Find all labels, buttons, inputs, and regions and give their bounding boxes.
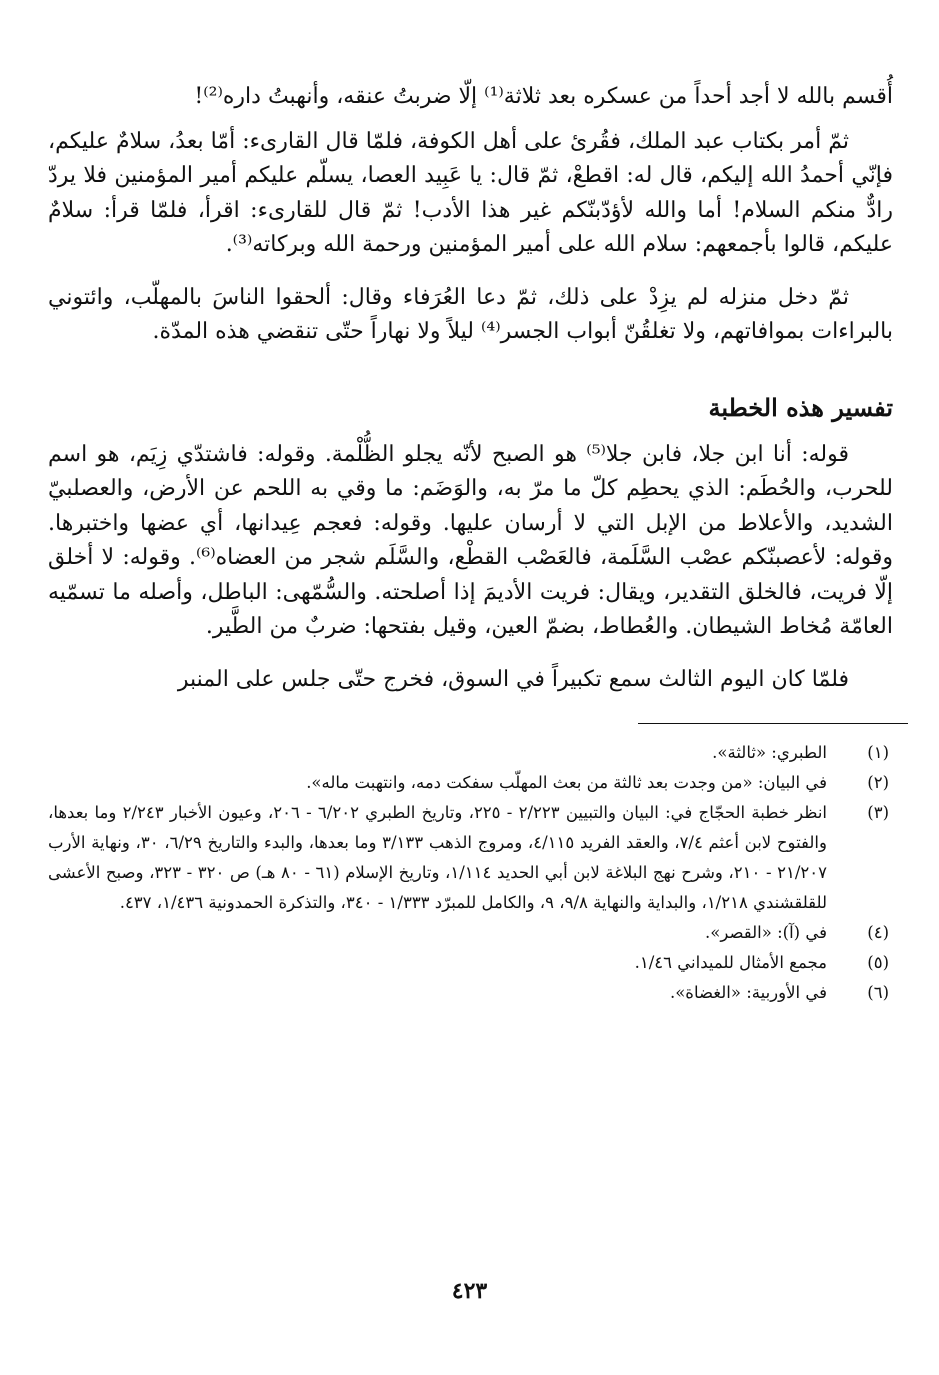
footnote-text: في البيان: «من وجدت بعد ثالثة من بعث المهلّب سفكت دمه، وانتهبت ماله». [306, 773, 827, 792]
footnote-number: (٥) [867, 953, 889, 972]
section-heading: تفسير هذه الخطبة [708, 392, 893, 422]
footnote-text: الطبري: «ثالثة». [712, 743, 827, 762]
footnote-number: (٤) [867, 923, 889, 942]
page-number: ٤٢٣ [451, 1278, 488, 1304]
footnote-item [48, 738, 893, 768]
footnote-number: (٢) [867, 773, 889, 792]
footnote-number: (٣) [867, 803, 889, 822]
footnote-text: في الأوربية: «الغضاة». [669, 983, 827, 1002]
footnote-number: (١) [867, 743, 889, 762]
footnote-text: انظر خطبة الحجّاج في: البيان والتبيين ٢/٢٢٣ - ٢٢٥، وتاريخ الطبري ٦/٢٠٢ - ٢٠٦، وعيون الأخبار ٢/٢٤٣ وما بعدها، والفتوح لابن أعثم ٧/٤، والعقد الفريد ٤/١١٥، ومروج الذهب ٣/١٣٣ وما بعدها، والبدء والتاريخ ٦/٢٩، ٣٠، ونهاية الأرب ٢١/٢٠٧ - ٢١٠، وشرح نهج البلاغة لابن أبي الحديد ١/١١٤، وتاريخ الإسلام (٦١ - ٨٠ هـ) ص ٣٢٠ - ٣٢٣، وصبح الأعشى للقلقشندي ١/٢١٨، والبداية والنهاية ٩/٨، ٩، والكامل للمبرّد ١/٣٣٣ - ٣٤٠، والتذكرة الحمدونية ١/٤٣٦، ٤٣٧. [48, 803, 827, 912]
paragraph-letter-reading: ثمّ أمر بكتاب عبد الملك، فقُرئ على أهل الكوفة، فلمّا قال القارىء: أمّا بعدُ، سلامٌ عليكم، فإنّي أحمدُ الله إليكم، قال له: اقطعْ، ثمّ قال: يا عَبِيد العصا، يسلّم عليكم أمير المؤمنين فلا يردّ رادٌّ منكم السلام! أما والله لأؤدّبنّكم غير هذا الأدب! ثمّ قال للقارىء: اقرأ، فلمّا قرأ: سلامٌ عليكم، قالوا بأجمعهم: سلام الله على أمير المؤمنين ورحمة الله وبركاته⁽³⁾. [48, 128, 893, 257]
footnote-item [48, 978, 893, 1008]
footnotes [48, 738, 893, 1008]
footnote-item [48, 918, 893, 948]
footnote-number: (٦) [867, 983, 889, 1002]
paragraph-arifs: ثمّ دخل منزله لم يزِدْ على ذلك، ثمّ دعا العُرَفاء وقال: ألحقوا الناسَ بالمهلّب، وائتوني بالبراءات بموافاتهم، ولا تغلقُنّ أبواب الجسر⁽⁴⁾ ليلاً ولا نهاراً حتّى تنقضي هذه المدّة. [48, 284, 893, 344]
paragraph-third-day: فلمّا كان اليوم الثالث سمع تكبيراً في السوق، فخرج حتّى جلس على المنبر [177, 666, 849, 692]
footnote-text: في (آ): «القصر». [705, 923, 827, 942]
footnote-text: مجمع الأمثال للميداني ١/٤٦. [634, 953, 827, 972]
footnote-rule-container [48, 723, 893, 724]
footnote-item [48, 798, 893, 918]
paragraph-tafsir: قوله: أنا ابن جلا، فابن جلا⁽⁵⁾ هو الصبح لأنّه يجلو الظُّلْمة. وقوله: فاشتدّي زِيَم، هو اسم للحرب، والحُطَم: الذي يحطِم كلّ ما مرّ به، والوَضَم: ما وقي به اللحم عن الأرض، والعصلبيّ الشديد، والأعلاط من الإبل التي لا أرسان عليها. وقوله: فعجم عِيدانها، أي عضها واختبرها. وقوله: لأعصبنّكم عصْب السَّلَمة، فالعَصْب القطْع، والسَّلَم شجر من العضاه⁽⁶⁾. وقوله: لا أخلق إلّا فريت، فالخلق التقدير، ويقال: فريت الأديمَ إذا أصلحته. والسُّمّهى: الباطل، وأصله ما تسمّيه العامّة مُخاط الشيطان. والعُطاط، بضمّ العين، وقيل بفتحها: ضربٌ من الطَّير. [48, 441, 893, 639]
paragraph-oath: أُقسم بالله لا أجد أحداً من عسكره بعد ثلاثة⁽¹⁾ إلّا ضربتُ عنقه، وأنهبتُ داره⁽²⁾! [194, 84, 893, 109]
footnote-item [48, 948, 893, 978]
footnote-separator [638, 723, 908, 724]
footnote-item [48, 768, 893, 798]
